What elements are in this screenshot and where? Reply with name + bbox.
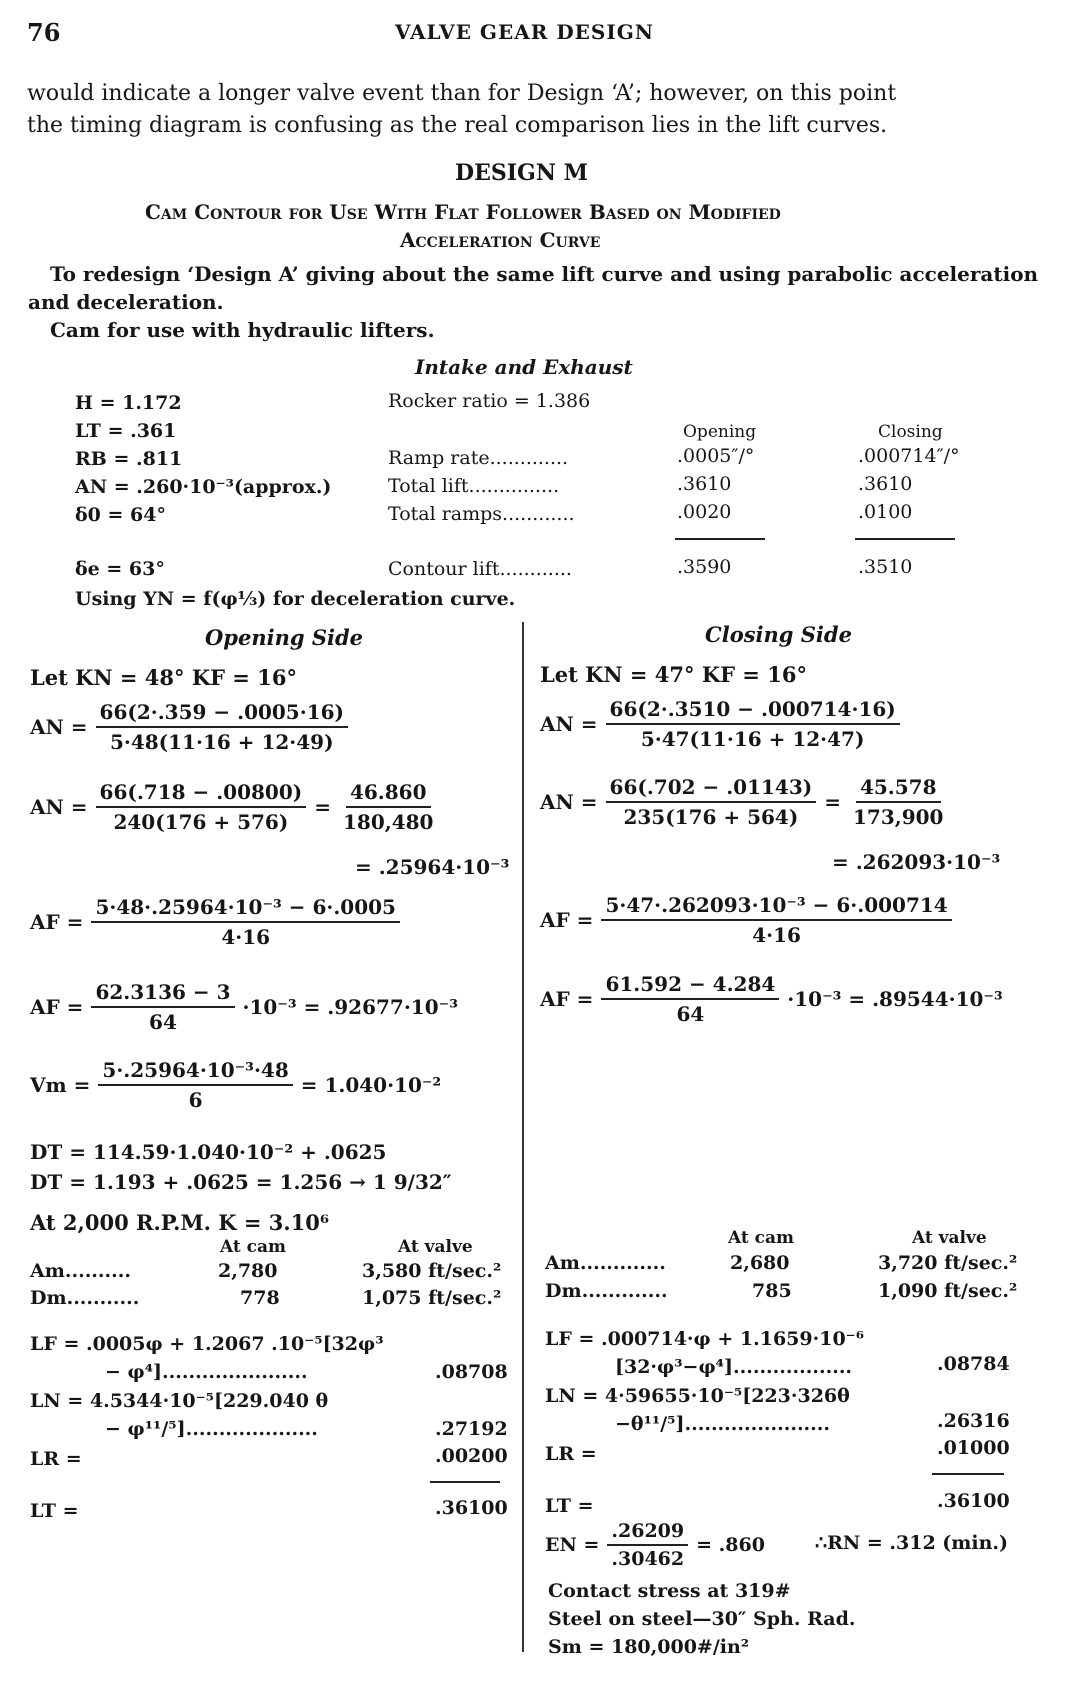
equals-sign: = [314,795,331,819]
opening-an-result: = .25964·10⁻³ [355,855,510,879]
closing-sum-rule [855,538,955,540]
opening-af2-num: 62.3136 − 3 [91,980,234,1008]
opening-vm-lhs: Vm = [30,1073,91,1097]
contour-lift-closing: .3510 [858,556,913,578]
intro-line-2: the timing diagram is confusing as the real comparison lies in the lift curves. [27,113,888,138]
body-line-2: and deceleration. [28,290,224,314]
opening-an1-num: 66(2·.359 − .0005·16) [96,700,348,728]
closing-an-eq2 [540,775,947,829]
opening-an-eq1 [30,700,348,754]
body-line-3: Cam for use with hydraulic lifters. [50,318,435,342]
closing-an2b-den: 173,900 [853,805,944,829]
opening-lt-label: LT = [30,1500,79,1522]
opening-an2-fraction [96,780,307,834]
opening-lift-sum-rule [430,1481,500,1483]
opening-an1-den: 5·48(11·16 + 12·49) [109,730,334,754]
intake-heading: Intake and Exhaust [415,355,633,379]
closing-let: Let KN = 47° KF = 16° [540,662,807,687]
opening-rpm: At 2,000 R.P.M. K = 3.10⁶ [30,1210,330,1235]
opening-an2b-num: 46.860 [346,780,431,808]
param-rb: RB = .811 [75,448,183,470]
subtitle-line-2: Acceleration Curve [400,228,601,252]
closing-en-tail: = .860 [696,1534,765,1556]
closing-af-eq2 [540,972,1003,1026]
param-deltae: δe = 63° [75,558,165,580]
closing-lf-line2: [32·φ³−φ⁴].................. [615,1356,853,1378]
closing-an1-lhs: AN = [540,712,598,736]
closing-lf-line1: LF = .000714·φ + 1.1659·10⁻⁶ [545,1328,865,1350]
param-h: H = 1.172 [75,392,182,414]
closing-dm-cam: 785 [752,1280,792,1302]
closing-an1-fraction [606,697,900,751]
opening-af-eq1 [30,895,400,949]
closing-en-lhs: EN = [545,1534,600,1556]
closing-dm-valve: 1,090 ft/sec.² [878,1280,1018,1302]
closing-an2-num: 66(.702 − .01143) [606,775,817,803]
design-title: DESIGN M [455,160,588,186]
opening-vm-eq [30,1058,441,1112]
closing-am-label: Am............. [545,1252,666,1274]
closing-en-den: .30462 [611,1548,685,1570]
opening-dm-cam: 778 [240,1287,280,1309]
closing-rn: ∴RN = .312 (min.) [815,1532,1009,1554]
col-opening: Opening [683,422,757,442]
closing-af1-lhs: AF = [540,908,594,932]
opening-af1-num: 5·48·.25964·10⁻³ − 6·.0005 [91,895,400,923]
closing-dm-label: Dm............. [545,1280,668,1302]
closing-contact-stress: Contact stress at 319# [548,1580,791,1602]
opening-lr-label: LR = [30,1448,82,1470]
total-lift-closing: .3610 [858,473,913,495]
closing-sm: Sm = 180,000#/in² [548,1636,750,1658]
rocker-ratio: Rocker ratio = 1.386 [388,390,591,412]
closing-af1-fraction [601,893,951,947]
closing-en-fraction [607,1520,688,1570]
param-an: AN = .260·10⁻³(approx.) [75,476,332,498]
closing-lift-sum-rule [932,1473,1004,1475]
intro-line-1: would indicate a longer valve event than for Design ‘A’; however, on this point [27,81,897,106]
param-delta0: δ0 = 64° [75,504,166,526]
closing-heading: Closing Side [705,622,852,647]
closing-an2b-num: 45.578 [856,775,941,803]
closing-at-cam: At cam [728,1228,795,1248]
closing-at-valve: At valve [912,1228,987,1248]
closing-en-eq [545,1520,765,1570]
closing-steel-note: Steel on steel—30″ Sph. Rad. [548,1608,856,1630]
total-ramps-closing: .0100 [858,501,913,523]
opening-an2-lhs: AN = [30,795,88,819]
opening-vm-fraction [98,1058,292,1112]
opening-at-cam: At cam [220,1237,287,1257]
total-lift-opening: .3610 [677,473,732,495]
opening-an2-den: 240(176 + 576) [113,810,289,834]
closing-am-valve: 3,720 ft/sec.² [878,1252,1018,1274]
closing-an-result: = .262093·10⁻³ [832,850,1001,874]
opening-af-eq2 [30,980,458,1034]
contour-lift-label: Contour lift............ [388,558,572,580]
opening-an2-num: 66(.718 − .00800) [96,780,307,808]
opening-af1-den: 4·16 [221,925,271,949]
closing-an2-den: 235(176 + 564) [623,805,799,829]
ramp-rate-label: Ramp rate............. [388,447,569,469]
opening-lt-value: .36100 [435,1497,508,1519]
opening-af2-fraction [91,980,234,1034]
closing-an2b-fraction [849,775,947,829]
closing-af1-den: 4·16 [752,923,801,947]
closing-ln-value: .26316 [937,1410,1010,1432]
page-number: 76 [27,18,61,47]
opening-an1-lhs: AN = [30,715,88,739]
total-lift-label: Total lift............... [388,475,560,497]
closing-lt-label: LT = [545,1495,594,1517]
opening-let: Let KN = 48° KF = 16° [30,665,297,690]
opening-sum-rule [675,538,765,540]
opening-ln-value: .27192 [435,1418,508,1440]
opening-af2-lhs: AF = [30,995,84,1019]
opening-lr-value: .00200 [435,1445,508,1467]
ramp-rate-closing: .000714″/° [858,445,960,467]
opening-an2b-den: 180,480 [343,810,434,834]
opening-ln-line2: − φ¹¹/⁵].................... [105,1418,318,1440]
body-line-1: To redesign ‘Design A’ giving about the same lift curve and using parabolic acceleration [50,262,1039,286]
closing-lt-value: .36100 [937,1490,1010,1512]
opening-af2-den: 64 [149,1010,177,1034]
opening-af2-tail: ·10⁻³ = .92677·10⁻³ [242,995,458,1019]
col-closing: Closing [878,422,943,442]
total-ramps-opening: .0020 [677,501,732,523]
column-divider [522,622,524,1652]
closing-af2-num: 61.592 − 4.284 [601,972,779,1000]
opening-dt1: DT = 114.59·1.040·10⁻² + .0625 [30,1140,387,1164]
contour-lift-opening: .3590 [677,556,732,578]
running-title: VALVE GEAR DESIGN [395,20,655,44]
closing-an-eq1 [540,697,900,751]
opening-lf-value: .08708 [435,1361,508,1383]
closing-af-eq1 [540,893,952,947]
param-lt: LT = .361 [75,420,177,442]
opening-am-valve: 3,580 ft/sec.² [362,1260,502,1282]
closing-lr-label: LR = [545,1443,597,1465]
equals-sign: = [824,790,841,814]
opening-dm-label: Dm........... [30,1287,140,1309]
opening-dt2: DT = 1.193 + .0625 = 1.256 → 1 9/32″ [30,1170,452,1194]
closing-af2-lhs: AF = [540,987,594,1011]
opening-af1-lhs: AF = [30,910,84,934]
deceleration-note: Using YN = f(φ⅓) for deceleration curve. [75,588,516,610]
opening-am-label: Am.......... [30,1260,131,1282]
closing-an2-fraction [606,775,817,829]
opening-vm-num: 5·.25964·10⁻³·48 [98,1058,292,1086]
opening-an1-fraction [96,700,348,754]
closing-af2-den: 64 [676,1002,705,1026]
opening-af1-fraction [91,895,400,949]
closing-af1-num: 5·47·.262093·10⁻³ − 6·.000714 [601,893,951,921]
opening-ln-line1: LN = 4.5344·10⁻⁵[229.040 θ [30,1390,329,1412]
opening-vm-den: 6 [188,1088,203,1112]
closing-af2-tail: ·10⁻³ = .89544·10⁻³ [787,987,1003,1011]
closing-ln-line1: LN = 4·59655·10⁻⁵[223·326θ [545,1385,850,1407]
opening-an2b-fraction [339,780,437,834]
closing-lf-value: .08784 [937,1353,1010,1375]
opening-vm-tail: = 1.040·10⁻² [300,1073,442,1097]
total-ramps-label: Total ramps............ [388,503,575,525]
subtitle-line-1: Cam Contour for Use With Flat Follower Based on Modified [145,200,781,224]
closing-af2-fraction [601,972,779,1026]
opening-am-cam: 2,780 [218,1260,278,1282]
closing-ln-line2: −θ¹¹/⁵]...................... [615,1413,831,1435]
opening-dm-valve: 1,075 ft/sec.² [362,1287,502,1309]
opening-lf-line2: − φ⁴]...................... [105,1361,308,1383]
closing-an1-den: 5·47(11·16 + 12·47) [640,727,865,751]
opening-lf-line1: LF = .0005φ + 1.2067 .10⁻⁵[32φ³ [30,1333,384,1355]
closing-lr-value: .01000 [937,1437,1010,1459]
closing-an2-lhs: AN = [540,790,598,814]
closing-an1-num: 66(2·.3510 − .000714·16) [606,697,900,725]
closing-am-cam: 2,680 [730,1252,790,1274]
ramp-rate-opening: .0005″/° [677,445,755,467]
closing-en-num: .26209 [607,1520,688,1546]
opening-heading: Opening Side [205,625,364,650]
opening-at-valve: At valve [398,1237,473,1257]
opening-an-eq2 [30,780,437,834]
